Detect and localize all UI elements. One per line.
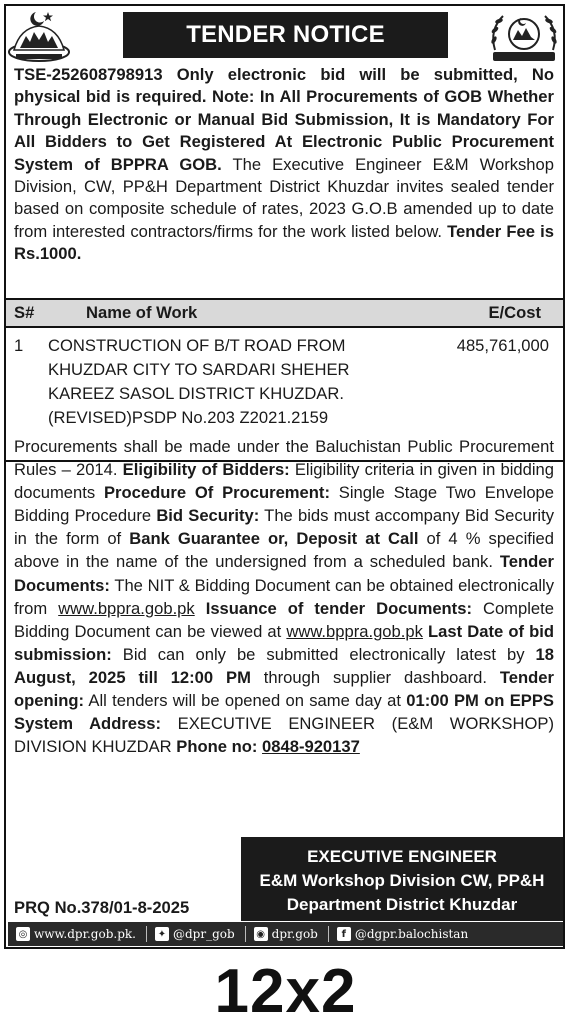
- header-name-of-work: Name of Work: [86, 303, 198, 322]
- phone-label: Phone no:: [176, 737, 258, 757]
- footer-facebook-text: @dgpr.balochistan: [354, 927, 469, 941]
- table-header: [6, 298, 563, 328]
- footer-divider: [245, 926, 246, 942]
- bid-security-text-2: of 4 % specified above in the name of the undersigned from a scheduled bank.: [14, 529, 555, 572]
- intro-bold-lead: TSE-252608798913 Only electronic bid will be submitted, No physical bid is required. Note: In All Procurements of GOB Whether Through Electronic or Manual Bid Submission, It is Mandatory For All Bidders to Get Registered At Electronic Public Procurement System of BPPRA GOB.: [14, 65, 554, 174]
- bid-security-text: The bids must accompany Bid Security in the form of: [14, 506, 554, 549]
- signature-division: E&M Workshop Division CW, PP&H: [259, 871, 545, 890]
- signature-department: Department District Khuzdar: [286, 895, 518, 914]
- prq-number: PRQ No.378/01-8-2025: [14, 898, 190, 917]
- footer-instagram[interactable]: [254, 927, 318, 941]
- footer-divider: [146, 926, 147, 942]
- twitter-icon: ✦: [155, 927, 169, 941]
- last-date-label: Last Date of bid submission:: [14, 621, 554, 664]
- footer-web-text: www.dpr.gob.pk.: [34, 927, 136, 941]
- procurement-rules-text: Procurements shall be made under the Baluchistan Public Procurement Rules – 2014.: [14, 437, 554, 480]
- facebook-icon: f: [337, 927, 351, 941]
- tender-documents-label: Tender Documents:: [14, 552, 554, 595]
- tender-notice-title: TENDER NOTICE: [123, 12, 448, 58]
- procedure-label: Procedure Of Procurement:: [103, 483, 330, 503]
- footer-facebook[interactable]: [337, 927, 468, 941]
- header-sn: S#: [14, 303, 35, 322]
- bid-security-label: Bid Security:: [156, 506, 260, 526]
- last-date-text-2: through supplier dashboard.: [250, 667, 500, 687]
- row-sn: 1: [14, 336, 24, 355]
- footer-twitter[interactable]: [155, 927, 235, 941]
- intro-paragraph: [14, 64, 554, 266]
- balochistan-emblem-logo: [6, 6, 72, 64]
- last-date-value: 18 August, 2025 till 12:00 PM: [14, 644, 554, 687]
- footer-twitter-text: @dpr_gob: [172, 927, 235, 941]
- phone-number[interactable]: 0848-920137: [262, 737, 360, 757]
- footer-instagram-text: dpr.gob: [271, 927, 318, 941]
- instagram-icon: ◉: [254, 927, 268, 941]
- opening-time: 01:00 PM on EPPS: [406, 691, 554, 711]
- row-work: CONSTRUCTION OF B/T ROAD FROM KHUZDAR CITY TO SARDARI SHEHER KAREEZ SASOL DISTRICT KHUZDAR. (REVISED)PSDP No.203 Z2021.2159: [48, 336, 350, 427]
- row-cost: 485,761,000: [456, 336, 549, 355]
- body-paragraph: [14, 435, 554, 758]
- globe-icon: ◎: [16, 927, 30, 941]
- tender-documents-text: The NIT & Bidding Document can be obtained electronically from: [14, 575, 554, 618]
- footer-web[interactable]: [16, 927, 136, 941]
- procedure-text: Single Stage Two Envelope Bidding Procedure: [14, 483, 555, 526]
- signature-block: [241, 837, 563, 921]
- issuance-label: Issuance of tender Documents:: [194, 598, 472, 618]
- bppra-link-1[interactable]: www.bppra.gob.pk: [58, 598, 195, 618]
- header-estimated-cost: E/Cost: [488, 303, 541, 322]
- tender-fee: Tender Fee is Rs.1000.: [14, 221, 554, 264]
- issuance-text: Complete Bidding Document can be viewed at: [14, 598, 554, 641]
- eligibility-label: Eligibility of Bidders:: [122, 460, 290, 480]
- footer-bar: [8, 922, 563, 946]
- ad-size-tag: 12x2: [214, 957, 357, 1026]
- opening-label: Tender opening:: [14, 667, 554, 711]
- bid-security-form: Bank Guarantee or, Deposit at Call: [129, 529, 419, 549]
- opening-text: All tenders will be opened on same day at: [84, 691, 407, 711]
- signature-title: EXECUTIVE ENGINEER: [307, 847, 497, 866]
- address-label: System Address:: [14, 714, 161, 734]
- bppra-link-2[interactable]: www.bppra.gob.pk: [286, 621, 423, 641]
- last-date-text: Bid can only be submitted electronically latest by: [111, 644, 536, 664]
- footer-divider: [328, 926, 329, 942]
- intro-body: The Executive Engineer E&M Workshop Division, CW, PP&H Department District Khuzdar invites sealed tender based on composite schedule of rates, 2023 G.O.B amended up to date from interested contractors/firms for the work listed below.: [14, 154, 554, 241]
- department-emblem-logo: [485, 10, 563, 66]
- address-text: EXECUTIVE ENGINEER (E&M WORKSHOP) DIVISION KHUZDAR: [14, 714, 554, 757]
- eligibility-text: Eligibility criteria in given in bidding documents: [14, 460, 554, 503]
